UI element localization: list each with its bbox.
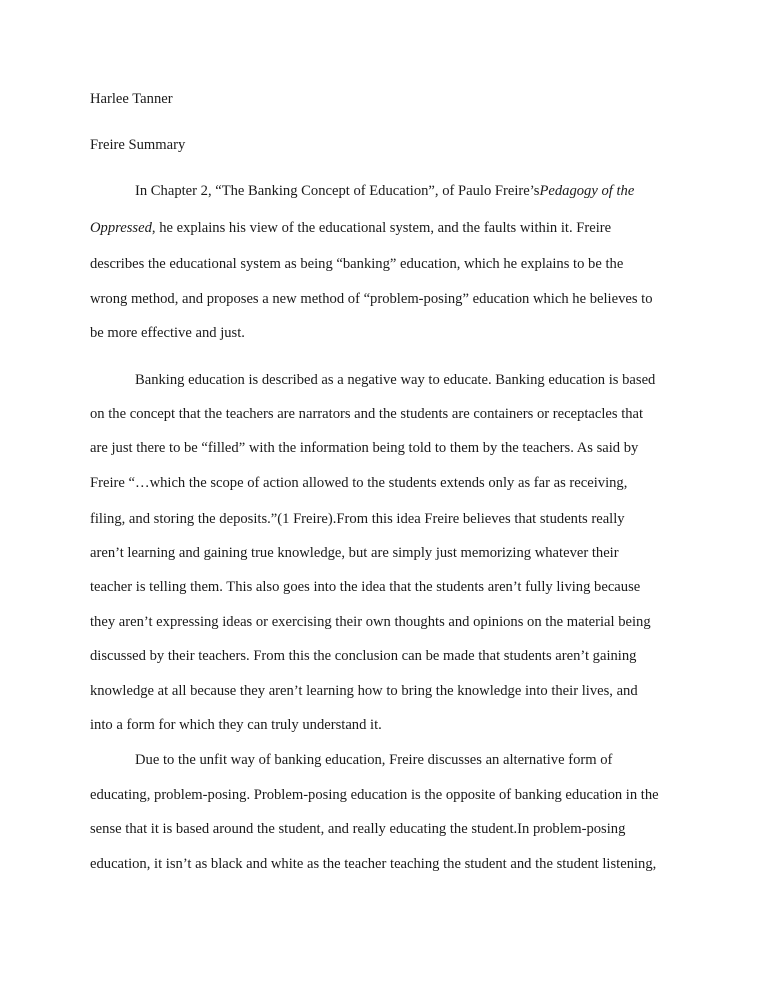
- paragraph-2-line-7: teacher is telling them. This also goes into the idea that the students aren’t fully living because: [90, 579, 641, 595]
- paragraph-3-line-3: sense that it is based around the student, and really educating the student.In problem-posing: [90, 821, 626, 837]
- paragraph-2-line-4: Freire “…which the scope of action allowed to the students extends only as far as receiving,: [90, 475, 628, 491]
- paragraph-2-line-1: Banking education is described as a negative way to educate. Banking education is based: [135, 372, 656, 388]
- author-name: Harlee Tanner: [90, 91, 173, 107]
- document-title: Freire Summary: [90, 137, 186, 153]
- paragraph-2-line-10: knowledge at all because they aren’t learning how to bring the knowledge into their lives, and: [90, 683, 638, 699]
- paragraph-1-line-1: In Chapter 2, “The Banking Concept of Education”, of Paulo Freire’sPedagogy of the: [135, 183, 635, 199]
- book-title-italic: Pedagogy of the: [539, 183, 635, 199]
- paragraph-1-line-3: describes the educational system as being “banking” education, which he explains to be the: [90, 256, 624, 272]
- paragraph-1-line-4: wrong method, and proposes a new method of “problem-posing” education which he believes to: [90, 291, 653, 307]
- paragraph-1-line-2: Oppressed, he explains his view of the educational system, and the faults within it. Freire: [90, 220, 612, 236]
- paragraph-3-line-4: education, it isn’t as black and white as the teacher teaching the student and the student listening,: [90, 856, 657, 872]
- paragraph-1-line-5: be more effective and just.: [90, 325, 245, 341]
- paragraph-3-line-2: educating, problem-posing. Problem-posing education is the opposite of banking education in the: [90, 787, 659, 803]
- paragraph-2-line-9: discussed by their teachers. From this the conclusion can be made that students aren’t gaining: [90, 648, 637, 664]
- paragraph-2-line-6: aren’t learning and gaining true knowledge, but are simply just memorizing whatever their: [90, 545, 619, 561]
- paragraph-2-line-11: into a form for which they can truly understand it.: [90, 717, 382, 733]
- paragraph-2-line-2: on the concept that the teachers are narrators and the students are containers or receptacles that: [90, 406, 644, 422]
- paragraph-2-line-3: are just there to be “filled” with the information being told to them by the teachers. As said by: [90, 440, 639, 456]
- paragraph-2-line-8: they aren’t expressing ideas or exercising their own thoughts and opinions on the material being: [90, 614, 651, 630]
- paragraph-3-line-1: Due to the unfit way of banking education, Freire discusses an alternative form of: [135, 752, 613, 768]
- paragraph-2-line-5: filing, and storing the deposits.”(1 Freire).From this idea Freire believes that students really: [90, 511, 625, 527]
- book-title-italic: Oppressed: [90, 220, 152, 236]
